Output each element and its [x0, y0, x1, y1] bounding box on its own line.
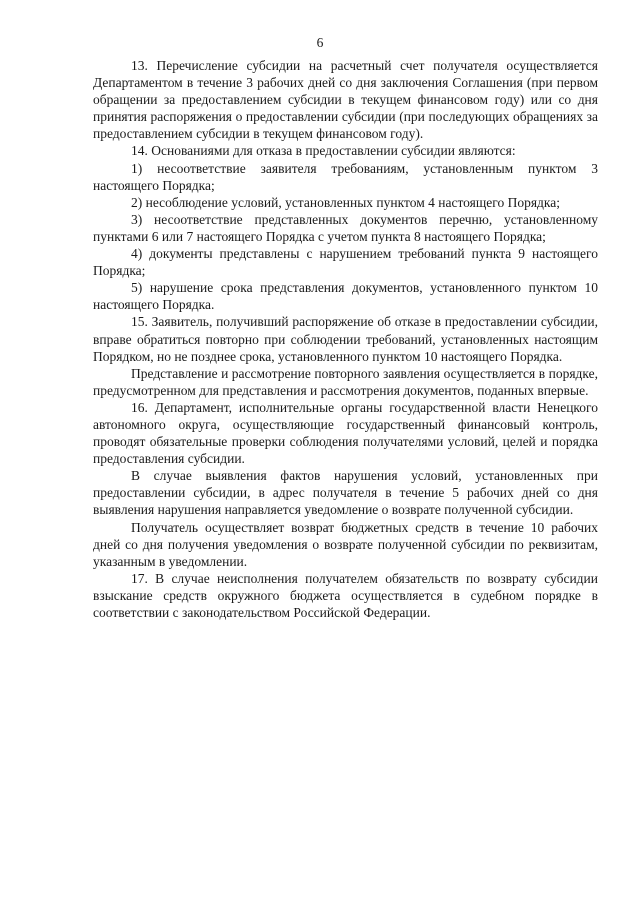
refusal-ground-1: 1) несоответствие заявителя требованиям, установленным пунктом 3 настоящего Порядка;: [93, 160, 598, 193]
refusal-ground-4: 4) документы представлены с нарушением требований пункта 9 настоящего Порядка;: [93, 246, 598, 279]
paragraph-13-payment-transfer: 13. Перечисление субсидии на расчетный счет получателя осуществляется Департаментом в течение 3 рабочих дней со дня заключения Соглашения (при первом обращении за предоставлением субсидии в текущем финансовом году) или со дня принятия распоряжения о предоставлении субсидии (при последующих обращениях за предоставлением субсидии в текущем финансовом году).: [93, 58, 598, 142]
paragraph-15-reapplication: 15. Заявитель, получивший распоряжение об отказе в предоставлении субсидии, вправе обратиться повторно при соблюдении требований, установленных настоящим Порядком, но не позднее срока, установленного пунктом 10 настоящего Порядка.: [93, 314, 598, 364]
document-body: [93, 57, 598, 621]
refusal-ground-5: 5) нарушение срока представления документов, установленного пунктом 10 настоящего Порядка.: [93, 280, 598, 313]
page-number: 6: [316, 35, 324, 50]
paragraph-17-judicial-recovery: 17. В случае неисполнения получателем обязательств по возврату субсидии взыскание средств окружного бюджета осуществляется в судебном порядке в соответствии с законодательством Российской Федерации.: [93, 570, 598, 620]
funds-return: Получатель осуществляет возврат бюджетных средств в течение 10 рабочих дней со дня получения уведомления о возврате полученной субсидии по реквизитам, указанным в уведомлении.: [93, 519, 598, 569]
refusal-ground-3: 3) несоответствие представленных документов перечню, установленному пунктами 6 или 7 настоящего Порядка с учетом пункта 8 настоящего Порядка;: [93, 211, 598, 244]
violation-notification: В случае выявления фактов нарушения условий, установленных при предоставлении субсидии, в адрес получателя в течение 5 рабочих дней со дня выявления нарушения направляется уведомление о возврате полученной субсидии.: [93, 468, 598, 518]
refusal-ground-2: 2) несоблюдение условий, установленных пунктом 4 настоящего Порядка;: [131, 194, 561, 210]
reapplication-review: Представление и рассмотрение повторного заявления осуществляется в порядке, предусмотренном для представления и рассмотрения документов, поданных впервые.: [93, 365, 598, 398]
paragraph-16-inspections: 16. Департамент, исполнительные органы государственной власти Ненецкого автономного округа, осуществляющие государственный финансовый контроль, проводят обязательные проверки соблюдения получателями условий, целей и порядка предоставления субсидии.: [93, 399, 598, 467]
paragraph-14-refusal-grounds: 14. Основаниями для отказа в предоставлении субсидии являются:: [131, 143, 516, 159]
